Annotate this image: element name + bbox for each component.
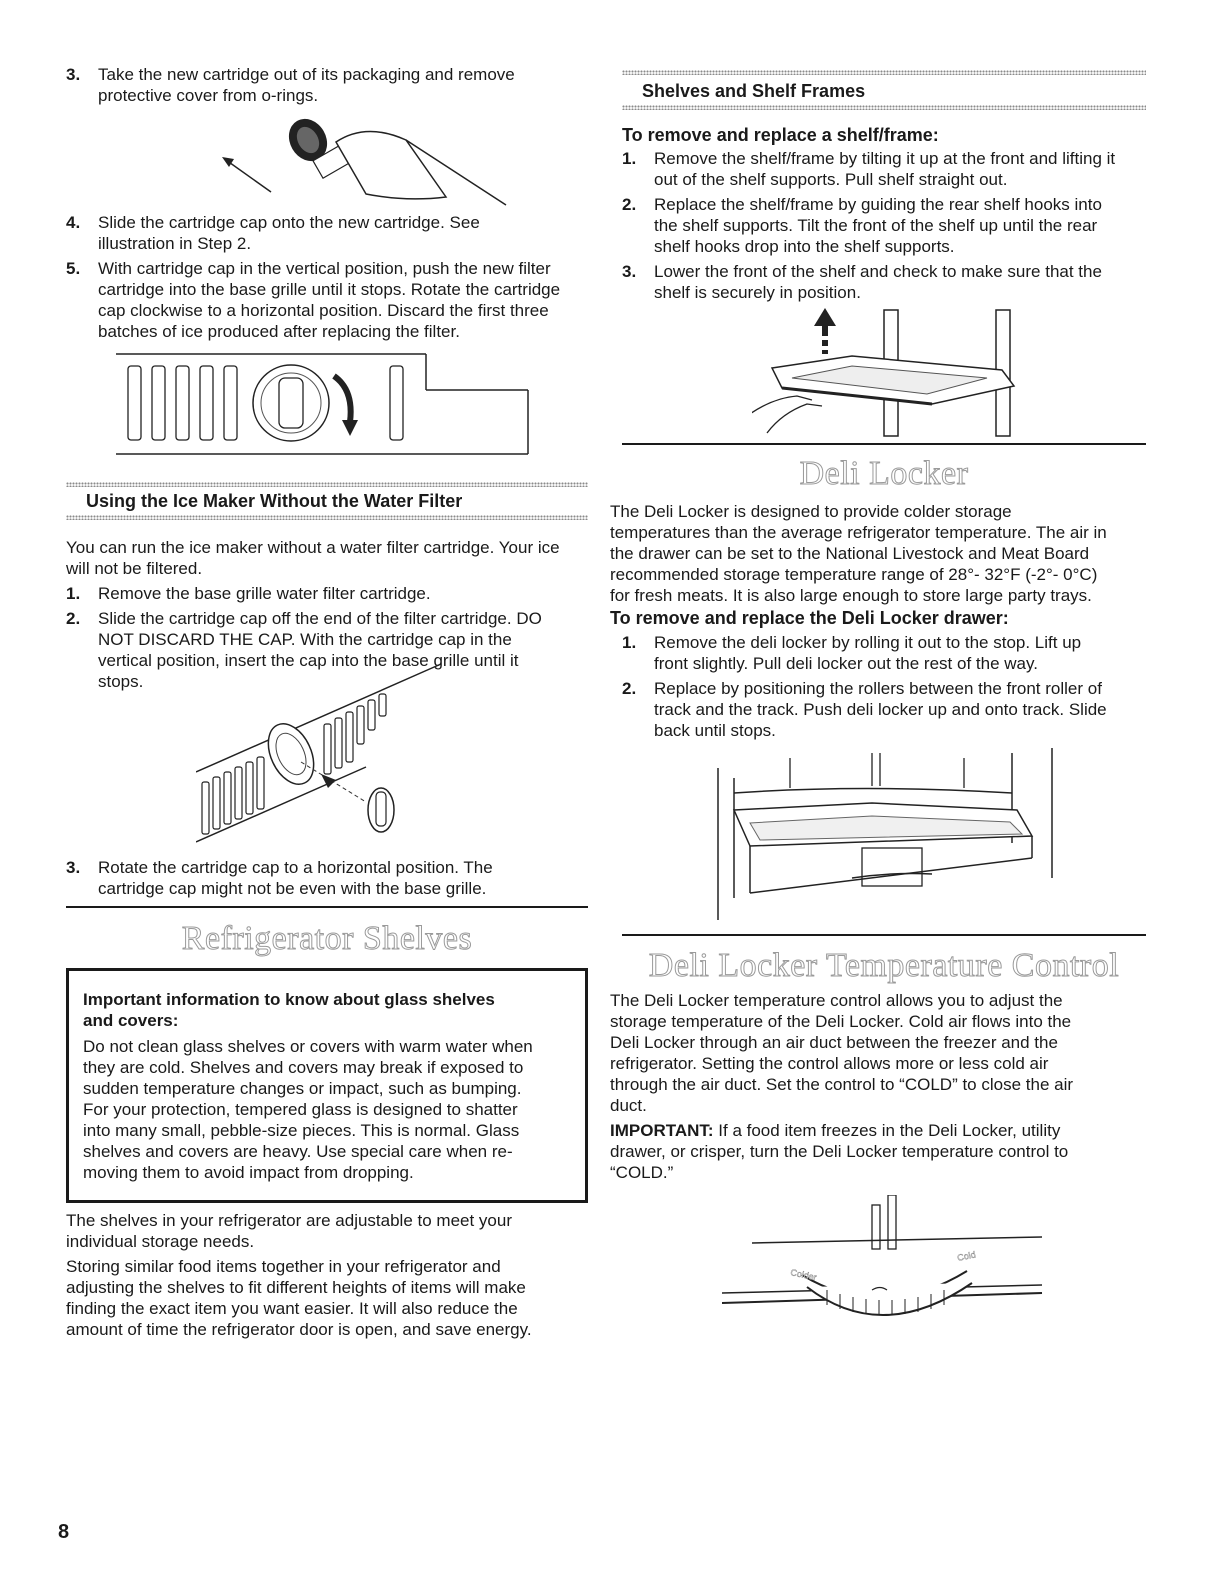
step-number: 1. [622, 149, 637, 168]
important-text: If a food item freezes in the Deli Locker, utility [713, 1121, 1061, 1140]
paragraph-line: You can run the ice maker without a water filter cartridge. Your ice [66, 538, 560, 557]
paragraph-line: “COLD.” [610, 1163, 674, 1182]
paragraph-line: The Deli Locker temperature control allows you to adjust the [610, 991, 1063, 1010]
paragraph-line: Deli Locker through an air duct between the freezer and the [610, 1033, 1058, 1052]
paragraph-line: finding the exact item you want easier. It will also reduce the [66, 1299, 518, 1318]
step-text: illustration in Step 2. [98, 234, 252, 253]
dial-label-cold: Cold [956, 1249, 977, 1263]
section-heading-shelf-frames: Shelves and Shelf Frames [642, 81, 866, 101]
step-number: 2. [622, 679, 637, 698]
paragraph-line: The shelves in your refrigerator are adjustable to meet your [66, 1211, 513, 1230]
dotted-rule [622, 105, 1146, 110]
step-number: 1. [66, 584, 81, 603]
step-number: 5. [66, 259, 81, 278]
section-divider [66, 906, 588, 908]
paragraph-line: amount of time the refrigerator door is open, and save energy. [66, 1320, 532, 1339]
paragraph-line: temperatures than the average refrigerator temperature. The air in [610, 523, 1107, 542]
step-text: cartridge cap might not be even with the base grille. [98, 879, 487, 898]
step-number: 4. [66, 213, 81, 232]
info-box-heading: Important information to know about glass shelves [83, 990, 495, 1009]
step-text: Remove the deli locker by rolling it out to the stop. Lift up [654, 633, 1082, 652]
section-divider [622, 934, 1146, 936]
section-heading-ice-maker: Using the Ice Maker Without the Water Filter [86, 491, 463, 511]
subheading-remove-deli-drawer: To remove and replace the Deli Locker drawer: [610, 608, 1009, 628]
important-info-box [66, 968, 588, 1203]
page-number: 8 [58, 1521, 70, 1543]
info-box-line: they are cold. Shelves and covers may break if exposed to [83, 1058, 524, 1077]
step-text: Take the new cartridge out of its packaging and remove [98, 65, 515, 84]
step-text: Remove the shelf/frame by tilting it up at the front and lifting it [654, 149, 1116, 168]
step-text: batches of ice produced after replacing the filter. [98, 322, 460, 341]
important-label: IMPORTANT: [610, 1121, 714, 1140]
step-number: 3. [66, 65, 81, 84]
step-text: cap clockwise to a horizontal position. Discard the first three [98, 301, 549, 320]
section-title-refrigerator-shelves: Refrigerator Shelves [181, 920, 473, 957]
cartridge-illustration [216, 112, 516, 212]
paragraph-line: Storing similar food items together in your refrigerator and [66, 1257, 501, 1276]
paragraph-line: through the air duct. Set the control to “COLD” to close the air [610, 1075, 1074, 1094]
step-text: out of the shelf supports. Pull shelf straight out. [654, 170, 1008, 189]
step-text: track and the track. Push deli locker up and onto track. Slide [654, 700, 1107, 719]
info-box-line: moving them to avoid impact from dropping. [83, 1163, 414, 1182]
step-number: 1. [622, 633, 637, 652]
info-box-line: For your protection, tempered glass is designed to shatter [83, 1100, 518, 1119]
info-box-heading: and covers: [83, 1011, 179, 1030]
dotted-rule [622, 70, 1146, 75]
step-text: Replace the shelf/frame by guiding the rear shelf hooks into [654, 195, 1102, 214]
step-text: Replace by positioning the rollers between the front roller of [654, 679, 1102, 698]
step-number: 3. [66, 858, 81, 877]
paragraph-line: duct. [610, 1096, 647, 1115]
paragraph-line: The Deli Locker is designed to provide colder storage [610, 502, 1012, 521]
info-box-line: shelves and covers are heavy. Use special care when re- [83, 1142, 513, 1161]
shelf-illustration [752, 308, 1152, 438]
dotted-rule [66, 515, 588, 520]
paragraph-line: recommended storage temperature range of 28°- 32°F (-2°- 0°C) [610, 565, 1098, 584]
step-text: Remove the base grille water filter cartridge. [98, 584, 431, 603]
base-grille-illustration [116, 350, 536, 460]
info-box-line: Do not clean glass shelves or covers with warm water when [83, 1037, 533, 1056]
step-number: 2. [622, 195, 637, 214]
paragraph-line: individual storage needs. [66, 1232, 255, 1251]
paragraph-line: the drawer can be set to the National Livestock and Meat Board [610, 544, 1090, 563]
section-divider [622, 443, 1146, 445]
important-note [610, 1120, 1060, 1141]
subheading-remove-shelf: To remove and replace a shelf/frame: [622, 125, 939, 145]
paragraph-line: refrigerator. Setting the control allows more or less cold air [610, 1054, 1049, 1073]
info-box-line: sudden temperature changes or impact, such as bumping. [83, 1079, 522, 1098]
temperature-dial-illustration [722, 1195, 1052, 1360]
dial-label-colder: Colder [789, 1267, 818, 1283]
step-text: shelf is securely in position. [654, 283, 861, 302]
angled-grille-illustration [196, 662, 456, 847]
paragraph-line: will not be filtered. [66, 559, 203, 578]
step-text: vertical position, insert the cap into the base grille until it [98, 651, 519, 670]
step-text: protective cover from o-rings. [98, 86, 319, 105]
step-text: Lower the front of the shelf and check to make sure that the [654, 262, 1102, 281]
paragraph-line: drawer, or crisper, turn the Deli Locker temperature control to [610, 1142, 1069, 1161]
section-title-deli-locker: Deli Locker [799, 455, 969, 492]
step-text: cartridge into the base grille until it stops. Rotate the cartridge [98, 280, 561, 299]
step-text: shelf hooks drop into the shelf supports. [654, 237, 955, 256]
step-text: Slide the cartridge cap off the end of the filter cartridge. DO [98, 609, 542, 628]
section-title-deli-temp-control: Deli Locker Temperature Control [648, 947, 1120, 984]
paragraph-line: for fresh meats. It is also large enough to store large party trays. [610, 586, 1092, 605]
step-text: NOT DISCARD THE CAP. With the cartridge cap in the [98, 630, 512, 649]
dotted-rule [66, 482, 588, 487]
step-text: back until stops. [654, 721, 776, 740]
deli-drawer-illustration [712, 748, 1062, 923]
step-text: Rotate the cartridge cap to a horizontal position. The [98, 858, 493, 877]
step-text: With cartridge cap in the vertical position, push the new filter [98, 259, 551, 278]
step-text: the shelf supports. Tilt the front of the shelf up until the rear [654, 216, 1098, 235]
step-text: stops. [98, 672, 144, 691]
paragraph-line: adjusting the shelves to fit different heights of items will make [66, 1278, 526, 1297]
step-number: 2. [66, 609, 81, 628]
paragraph-line: storage temperature of the Deli Locker. Cold air flows into the [610, 1012, 1072, 1031]
info-box-line: into many small, pebble-size pieces. This is normal. Glass [83, 1121, 520, 1140]
step-text: Slide the cartridge cap onto the new cartridge. See [98, 213, 480, 232]
step-number: 3. [622, 262, 637, 281]
step-text: front slightly. Pull deli locker out the rest of the way. [654, 654, 1038, 673]
